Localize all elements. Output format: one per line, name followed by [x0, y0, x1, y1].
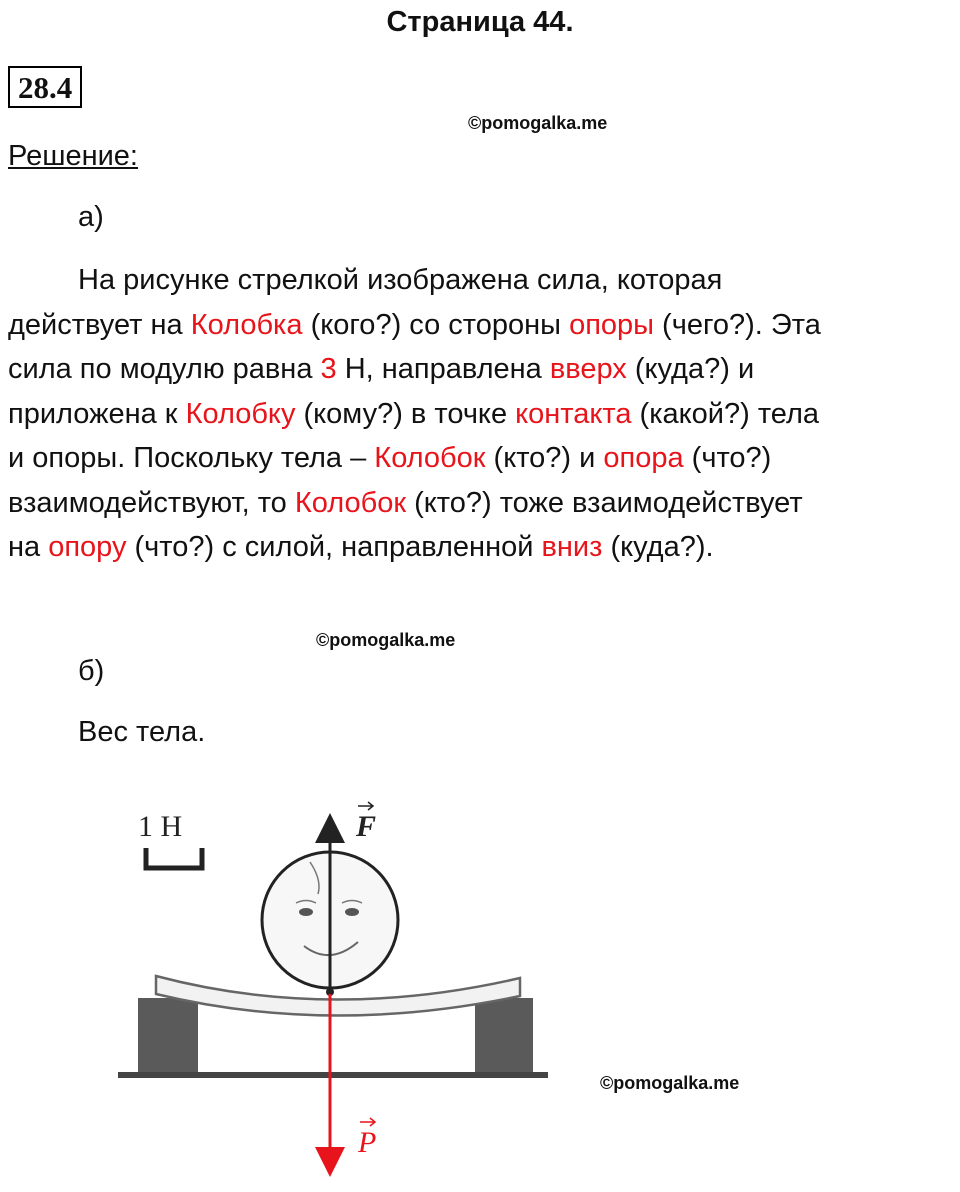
paragraph-text: (кто?) тоже взаимодействует [406, 486, 803, 519]
paragraph-text: на [8, 531, 49, 563]
paragraph-text: взаимодействуют, то [8, 486, 295, 519]
highlighted-answer: Колобку [185, 397, 296, 430]
highlighted-answer: Колобок [294, 486, 407, 519]
solution-label: Решение: [8, 140, 138, 172]
weight-label: P [358, 1126, 377, 1159]
kolobok-figure [100, 770, 570, 1190]
weight-vector-mark [360, 1118, 375, 1126]
paragraph-text: (что?) [683, 442, 772, 474]
paragraph-text: На рисунке стрелкой изображена сила, которая [78, 264, 723, 296]
paragraph-line [8, 392, 960, 437]
watermark: ©pomogalka.me [316, 630, 456, 650]
paragraph-text: (какой?) тела [631, 397, 820, 430]
page-title: Страница 44. [386, 6, 574, 38]
paragraph-line [8, 258, 960, 303]
paragraph-text: (чего?). Эта [654, 308, 821, 341]
part-b-title: Вес тела. [78, 716, 206, 748]
paragraph-line [8, 303, 960, 348]
paragraph-line [8, 347, 960, 392]
force-vector-mark [358, 802, 373, 810]
part-a-paragraph [8, 258, 960, 570]
paragraph-line [8, 436, 960, 481]
paragraph-text: (кого?) со стороны [302, 308, 570, 341]
paragraph-line [8, 525, 960, 570]
task-number: 28.4 [8, 66, 82, 108]
highlighted-answer: вверх [549, 353, 627, 385]
scale-label: 1 Н [138, 810, 183, 843]
part-a-label: а) [78, 201, 104, 233]
paragraph-text: действует на [8, 308, 191, 341]
left-support [138, 998, 198, 1072]
paragraph-text: (куда?) и [626, 353, 755, 385]
highlighted-answer: Колобка [190, 308, 303, 341]
highlighted-answer: 3 [320, 353, 337, 385]
paragraph-text: Н, направлена [336, 353, 550, 385]
kolobok-left-eye [299, 908, 313, 916]
highlighted-answer: вниз [541, 531, 603, 563]
scale-bracket [146, 848, 202, 868]
highlighted-answer: опоры [569, 308, 654, 341]
paragraph-line [8, 481, 960, 526]
highlighted-answer: контакта [515, 397, 632, 430]
right-support [475, 998, 533, 1072]
paragraph-text: (что?) с силой, направленной [126, 531, 542, 563]
force-label: F [356, 810, 377, 843]
paragraph-text: сила по модулю равна [8, 353, 321, 385]
ground-line [118, 1072, 548, 1078]
watermark: ©pomogalka.me [468, 113, 608, 133]
paragraph-text: приложена к [8, 397, 186, 430]
paragraph-text: и опоры. Поскольку тела – [8, 442, 375, 474]
highlighted-answer: опору [48, 531, 127, 563]
part-b-label: б) [78, 655, 105, 687]
kolobok-right-eye [345, 908, 359, 916]
paragraph-text: (кому?) в точке [295, 397, 516, 430]
watermark: ©pomogalka.me [600, 1073, 740, 1093]
paragraph-text: (кто?) и [485, 442, 604, 474]
paragraph-text: (куда?). [602, 531, 714, 563]
highlighted-answer: опора [603, 442, 684, 474]
highlighted-answer: Колобок [374, 442, 486, 474]
